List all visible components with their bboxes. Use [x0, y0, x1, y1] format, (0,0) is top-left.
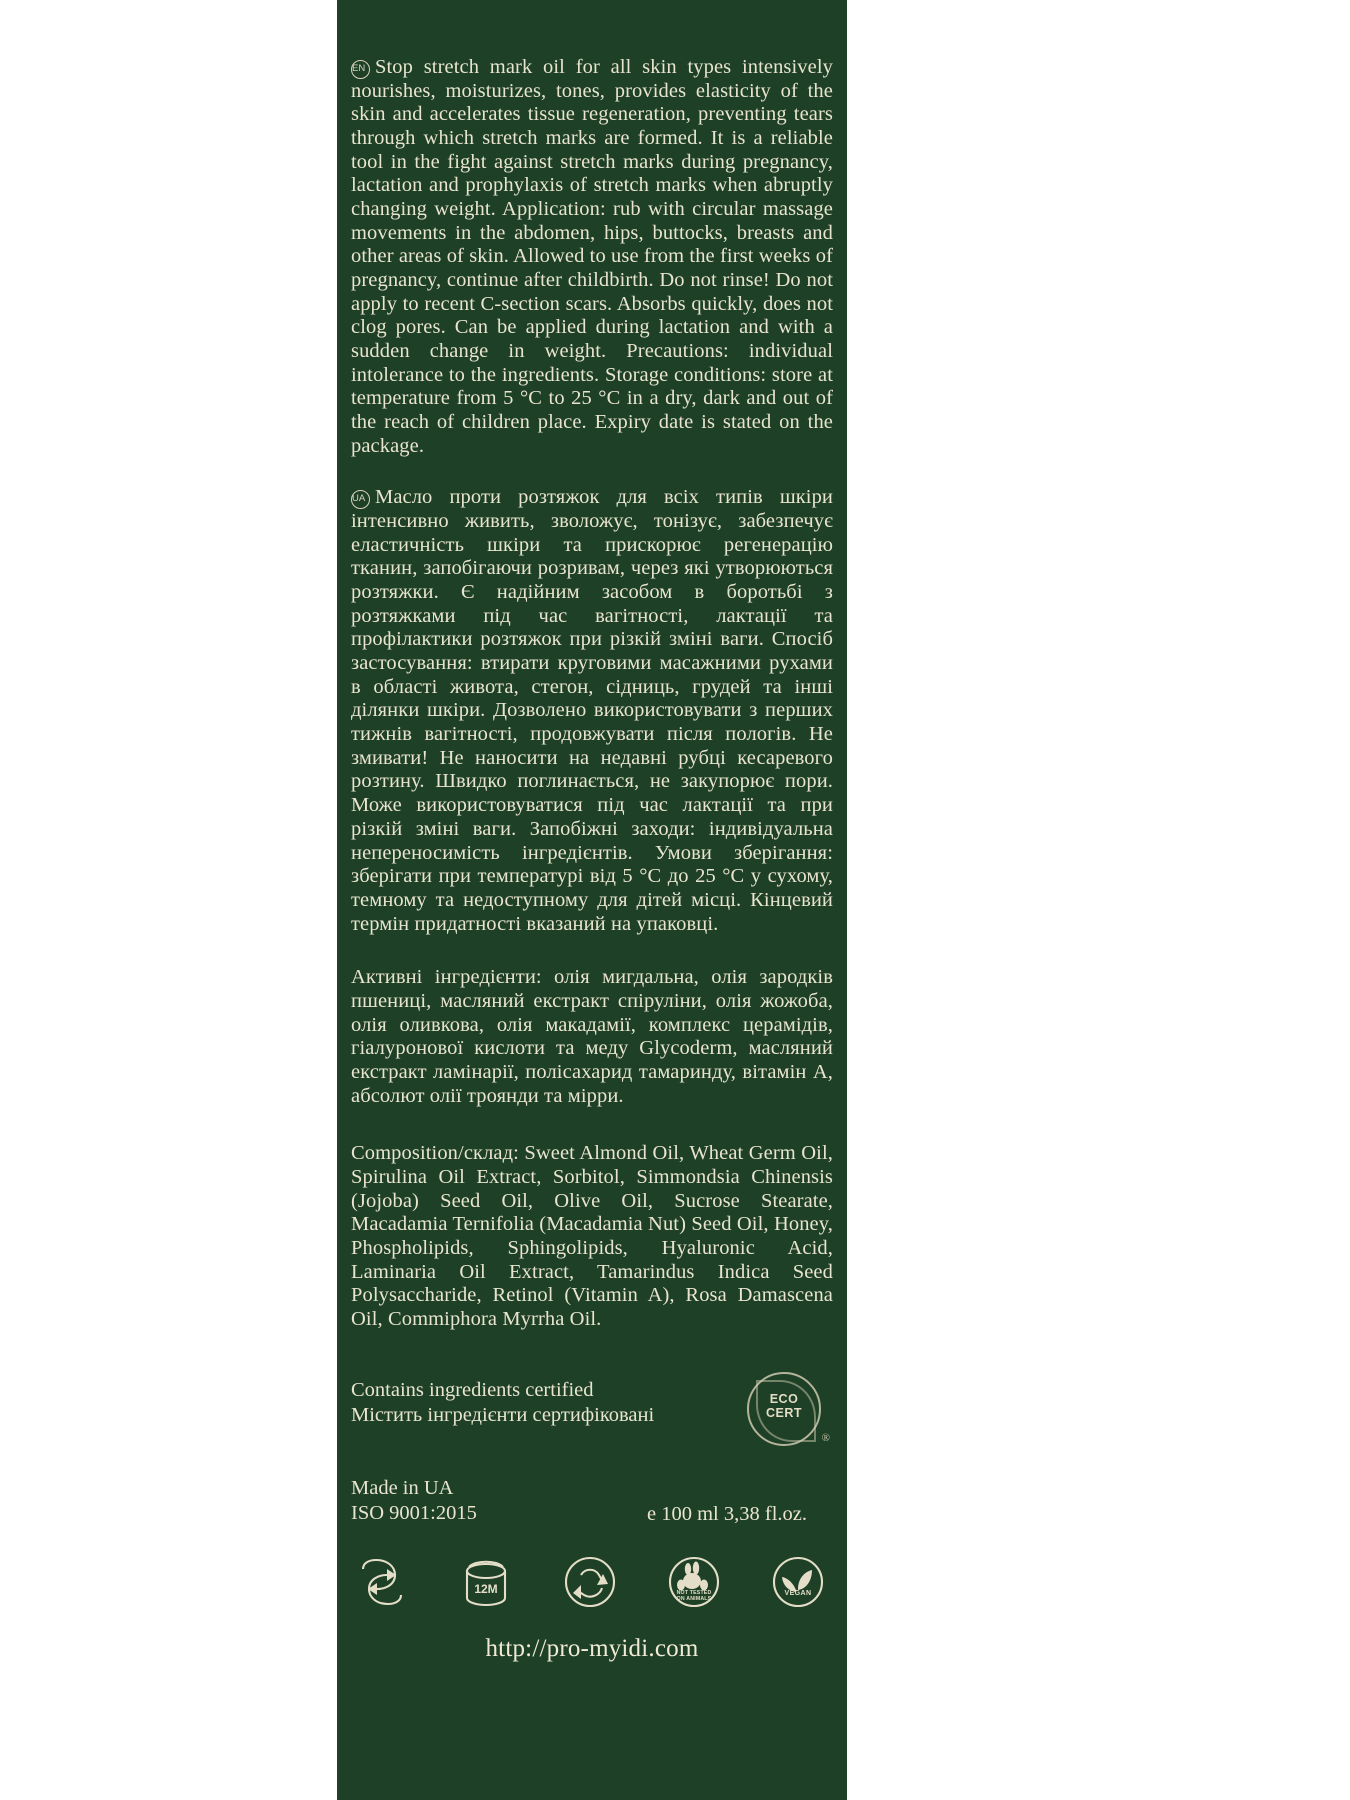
ukrainian-description-body: Масло проти розтяжок для всіх типів шкіри інтенсивно живить, зволожує, тонізує, забезпечує еластичність шкіри та прискорює регенерацію тканин, запобігаючи розривам, через які утворюються розтяжки. Є надійним засобом в боротьбі з розтяжками під час вагітності, лактації та профілактики розтяжок при різкій зміні ваги. Спосіб застосування: втирати круговими масажними рухами в області живота, стегон, сідниць, грудей та інші ділянки шкіри. Дозволено використовувати з перших тижнів вагітності, продовжувати після пологів. Не змивати! Не наносити на недавні рубці кесаревого розтину. Швидко поглинається, не закупорює пори. Може використовуватися під час лактації та при різкій зміні ваги. Запобіжні заходи: індивідуальна непереносимість інгредієнтів. Умови зберігання: зберігати при температурі від 5 °C до 25 °C у сухому, темному та недоступному для дітей місці. Кінцевий термін придатності вказаний на упаковці.	[351, 486, 833, 935]
ecocert-registered-mark: ®	[821, 1431, 830, 1444]
ukrainian-description-text	[351, 486, 833, 936]
english-description-block	[351, 56, 833, 458]
period-after-opening-label: 12M	[474, 1581, 498, 1596]
active-ingredients-text: Активні інгредієнти: олія мигдальна, олія зародків пшениці, масляний екстракт спіруліни, олія жожоба, олія оливкова, олія макадамії, комплекс церамідів, гіалуронової кислоти та меду Glycoderm, масляний екстракт ламінарії, полісахарид тамаринду, вітамін А, абсолют олії троянди та мірри.	[351, 966, 833, 1107]
ecocert-label-line2: CERT	[765, 1405, 803, 1420]
english-description-body: Stop stretch mark oil for all skin types intensively nourishes, moisturizes, tones, provides elasticity of the skin and accelerates tissue regeneration, preventing tears through which stretch marks are formed. It is a reliable tool in the fight against stretch marks during pregnancy, lactation and prophylaxis of stretch marks when abruptly changing weight. Application: rub with circular massage movements in the abdomen, hips, buttocks, breasts and other areas of skin. Allowed to use from the first weeks of pregnancy, continue after childbirth. Do not rinse! Do not apply to recent C-section scars. Absorbs quickly, does not clog pores. Can be applied during lactation and with a sudden change in weight. Precautions: individual intolerance to the ingredients. Storage conditions: store at temperature from 5 °C to 25 °C in a dry, dark and out of the reach of children place. Expiry date is stated on the package.	[351, 56, 833, 457]
composition-block	[351, 1142, 833, 1331]
certification-text	[351, 1378, 654, 1429]
mobius-loop-recycle-icon	[563, 1555, 617, 1609]
not-tested-on-animals-icon	[667, 1555, 721, 1609]
made-in-text: Made in UA	[351, 1476, 454, 1499]
website-url[interactable]: http://pro-myidi.com	[485, 1634, 699, 1662]
vegan-label: VEGAN	[784, 1589, 812, 1597]
origin-row	[351, 1476, 833, 1527]
package-content	[351, 56, 833, 1663]
ukrainian-description-block	[351, 486, 833, 936]
vegan-icon	[771, 1555, 825, 1609]
active-ingredients-block	[351, 966, 833, 1108]
certification-line-en: Contains ingredients certified	[351, 1378, 594, 1401]
origin-text	[351, 1476, 477, 1527]
ecocert-label-line1: ECO	[769, 1391, 799, 1406]
iso-text: ISO 9001:2015	[351, 1502, 477, 1525]
composition-text: Composition/склад: Sweet Almond Oil, Wheat Germ Oil, Spirulina Oil Extract, Sorbitol, Simmondsia Chinensis (Jojoba) Seed Oil, Olive Oil, Sucrose Stearate, Macadamia Ternifolia (Macadamia Nut) Seed Oil, Honey, Phospholipids, Sphingolipids, Hyaluronic Acid, Laminaria Oil Extract, Tamarindus Indica Seed Polysaccharide, Retinol (Vitamin A), Rosa Damascena Oil, Commiphora Myrrha Oil.	[351, 1142, 833, 1330]
flag-en-icon: EN	[351, 60, 370, 79]
product-package-panel	[337, 0, 847, 1800]
ecocert-badge-icon	[747, 1372, 830, 1446]
certification-row	[351, 1378, 833, 1446]
period-after-opening-icon	[459, 1555, 513, 1609]
ecocert-label	[747, 1392, 821, 1420]
english-description-text	[351, 56, 833, 458]
nt-label-line1: NOT TESTED	[676, 1589, 712, 1596]
not-tested-on-animals-label	[667, 1590, 721, 1602]
certification-line-ua: Містить інгредієнти сертифіковані	[351, 1404, 655, 1427]
green-dot-recycling-icon	[355, 1555, 409, 1609]
symbols-row	[351, 1555, 833, 1609]
flag-ua-icon: UA	[351, 490, 370, 509]
nt-label-line2: ON ANIMALS	[676, 1595, 712, 1602]
volume-text: e 100 ml 3,38 fl.oz.	[647, 1502, 807, 1525]
